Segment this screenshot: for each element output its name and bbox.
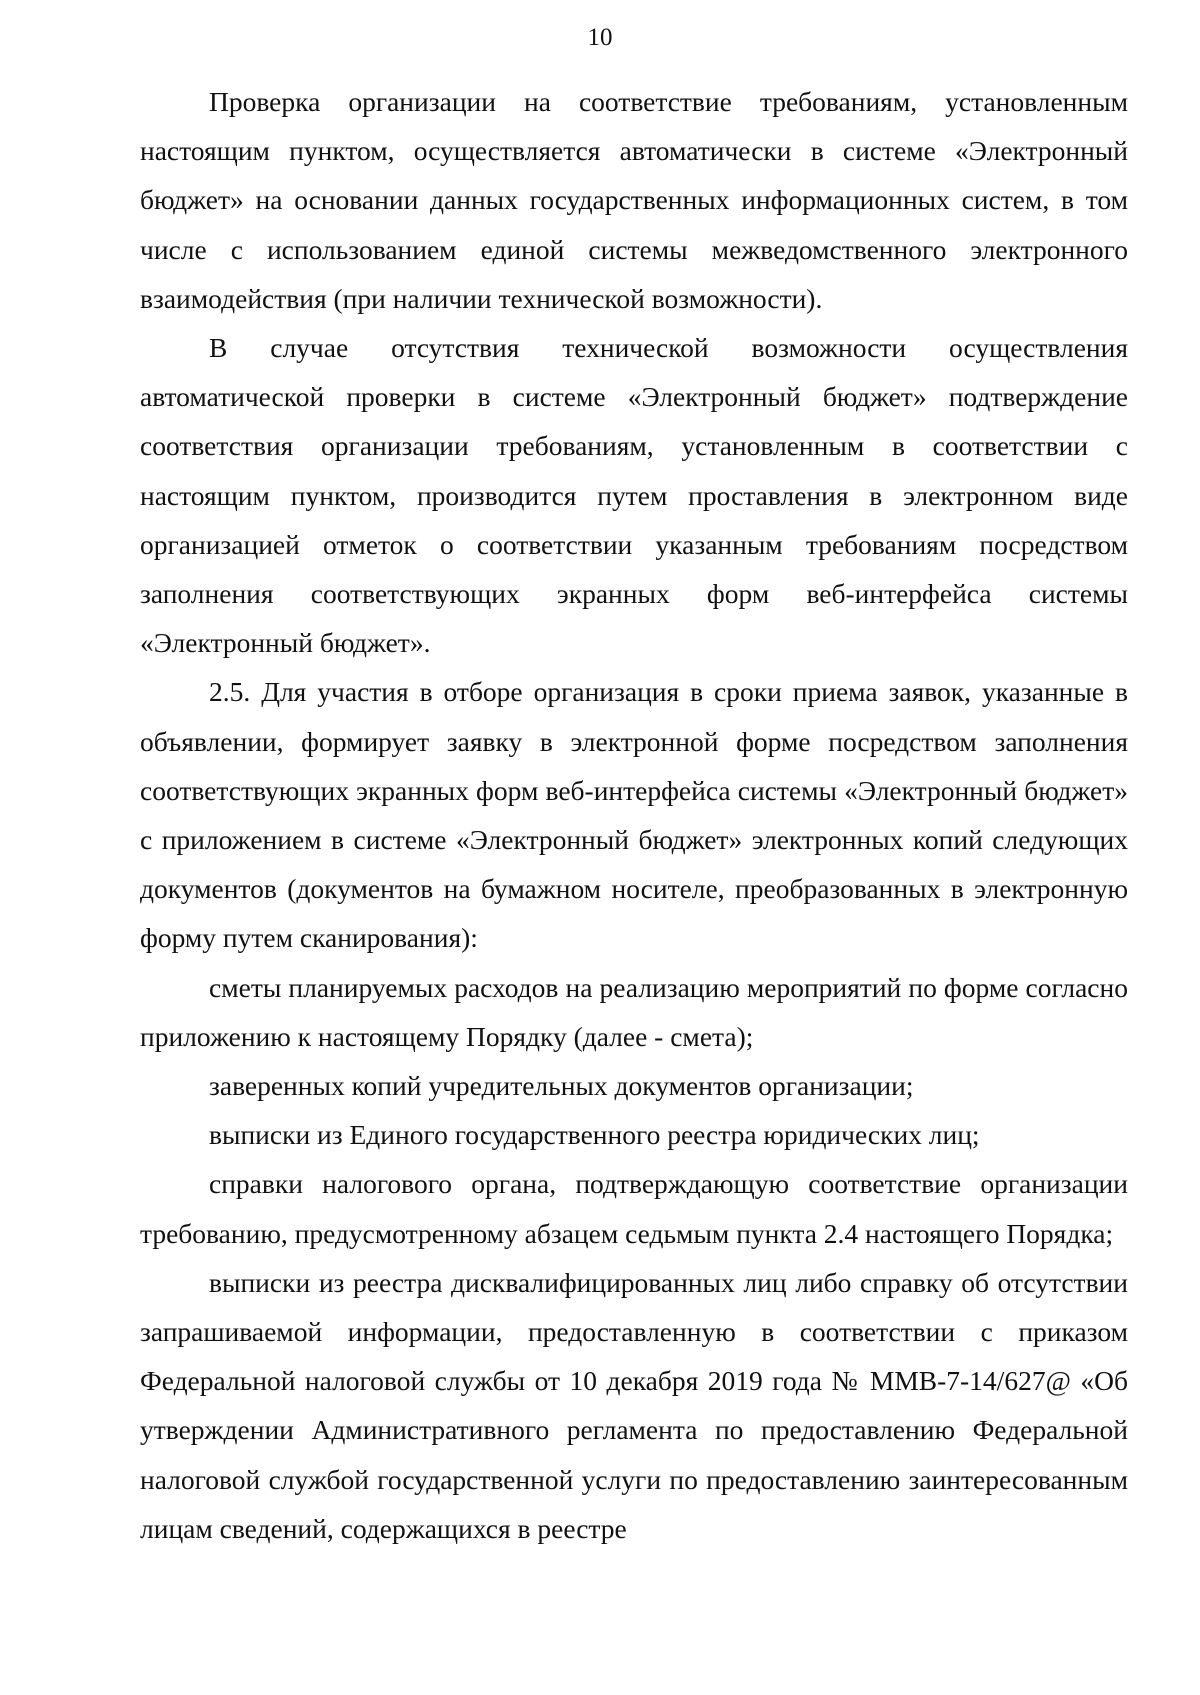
document-body [140, 77, 1128, 1553]
page-number: 10 [587, 24, 613, 51]
list-item-founding-documents: заверенных копий учредительных документов организации; [209, 1070, 914, 1102]
paragraph-manual-confirmation: В случае отсутствия технической возможности осуществления автоматической проверки в системе «Электронный бюджет» подтверждение соответствия организации требованиям, установленным в соответствии с настоящим пунктом, производится путем проставления в электронном виде организацией отметок о соответствии указанным требованиям посредством заполнения соответствующих экранных форм веб-интерфейса системы «Электронный бюджет». [140, 332, 1128, 659]
paragraph-2-5-application: 2.5. Для участия в отборе организация в сроки приема заявок, указанные в объявлении, формирует заявку в электронной форме посредством заполнения соответствующих экранных форм веб-интерфейса системы «Электронный бюджет» с приложением в системе «Электронный бюджет» электронных копий следующих документов (документов на бумажном носителе, преобразованных в электронную форму путем сканирования): [140, 676, 1128, 954]
list-item-egrul-extract: выписки из Единого государственного реестра юридических лиц; [209, 1119, 980, 1151]
list-item-tax-certificate: справки налогового органа, подтверждающую соответствие организации требованию, предусмотренному абзацем седьмым пункта 2.4 настоящего Порядка; [140, 1168, 1128, 1249]
list-item-disqualified-registry: выписки из реестра дисквалифицированных лиц либо справку об отсутствии запрашиваемой информации, предоставленную в соответствии с приказом Федеральной налоговой службы от 10 декабря 2019 года № ММВ-7-14/627@ «Об утверждении Административного регламента по предоставлению Федеральной налоговой службой государственной услуги по предоставлению заинтересованным лицам сведений, содержащихся в реестре [140, 1266, 1128, 1544]
list-item-budget-estimate: сметы планируемых расходов на реализацию мероприятий по форме согласно приложению к настоящему Порядку (далее - смета); [140, 971, 1128, 1052]
paragraph-verification-automatic: Проверка организации на соответствие требованиям, установленным настоящим пунктом, осуществляется автоматически в системе «Электронный бюджет» на основании данных государственных информационных систем, в том числе с использованием единой системы межведомственного электронного взаимодействия (при наличии технической возможности). [140, 86, 1128, 314]
